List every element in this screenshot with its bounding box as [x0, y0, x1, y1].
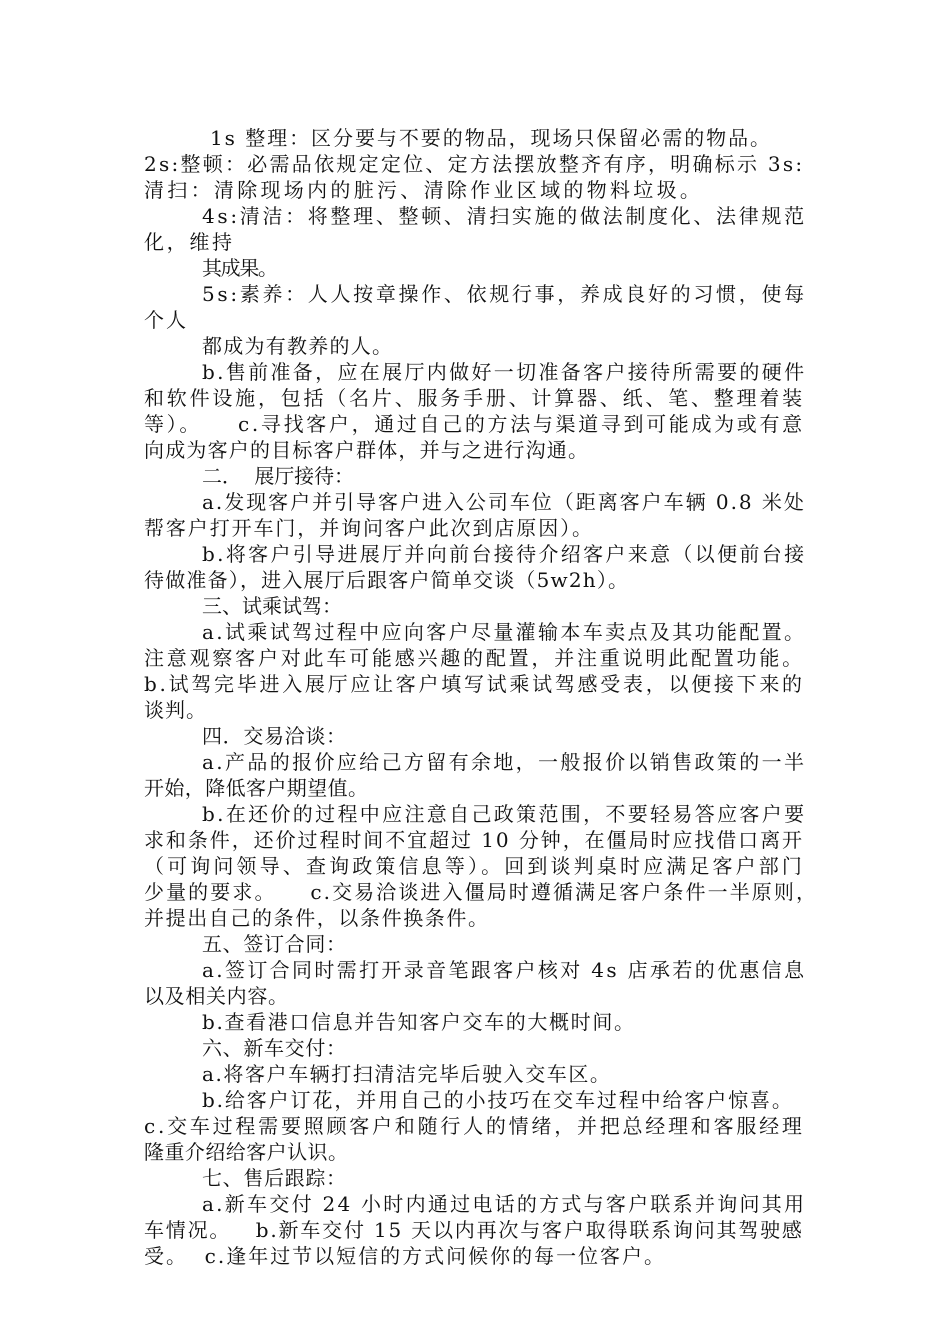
text-line: （可询问领导、查询政策信息等）。回到谈判桌时应满足客户部门: [144, 854, 806, 878]
text-line: 5s:素养：人人按章操作、依规行事，养成良好的习惯，使每: [202, 282, 807, 306]
text-line: 帮客户打开车门，并询问客户此次到店原因）。: [144, 516, 594, 540]
text-line: b.给客户订花，并用自己的小技巧在交车过程中给客户惊喜。: [202, 1088, 794, 1112]
text-line: 车情况。 b.新车交付 15 天以内再次与客户取得联系询问其驾驶感: [144, 1218, 804, 1242]
text-line: 并提出自己的条件，以条件换条件。: [144, 906, 490, 930]
text-line: 2s:整顿：必需品依规定定位、定方法摆放整齐有序，明确标示 3s:: [144, 152, 805, 176]
text-line: b.查看港口信息并告知客户交车的大概时间。: [202, 1010, 636, 1034]
text-line: 1s 整理：区分要与不要的物品，现场只保留必需的物品。: [210, 126, 772, 150]
text-line: b.在还价的过程中应注意自己政策范围，不要轻易答应客户要: [202, 802, 807, 826]
text-line: b.将客户引导进展厅并向前台接待介绍客户来意（以便前台接: [202, 542, 807, 566]
text-line: 清扫：清除现场内的脏污、清除作业区域的物料垃圾。: [144, 178, 704, 202]
text-line: 和软件设施，包括（名片、服务手册、计算器、纸、笔、整理着装: [144, 386, 805, 410]
text-line: a.产品的报价应给己方留有余地，一般报价以销售政策的一半: [202, 750, 807, 774]
text-line: a.新车交付 24 小时内通过电话的方式与客户联系并询问其用: [202, 1192, 807, 1216]
text-line: 待做准备），进入展厅后跟客户简单交谈（5w2h）。: [144, 568, 630, 592]
text-line: 四．交易洽谈：: [202, 724, 347, 748]
text-line: a.发现客户并引导客户进入公司车位（距离客户车辆 0.8 米处: [202, 490, 806, 514]
text-line: 隆重介绍给客户认识。: [144, 1140, 349, 1164]
text-line: c.交车过程需要照顾客户和随行人的情绪，并把总经理和客服经理: [144, 1114, 805, 1138]
text-line: 都成为有教养的人。: [202, 334, 394, 358]
text-line: 等）。 c.寻找客户，通过自己的方法与渠道寻到可能成为或有意: [144, 412, 805, 436]
text-line: a.将客户车辆打扫清洁完毕后驶入交车区。: [202, 1062, 612, 1086]
text-line: 个人: [144, 308, 188, 332]
text-line: 其成果。: [202, 256, 277, 280]
text-line: a.试乘试驾过程中应向客户尽量灌输本车卖点及其功能配置。: [202, 620, 807, 644]
text-line: 求和条件，还价过程时间不宜超过 10 分钟，在僵局时应找借口离开: [144, 828, 804, 852]
text-line: b.试驾完毕进入展厅应让客户填写试乘试驾感受表，以便接下来的: [144, 672, 805, 696]
text-line: 受。 c.逢年过节以短信的方式问候你的每一位客户。: [144, 1244, 667, 1268]
text-line: 化，维持: [144, 230, 235, 254]
text-line: 以及相关内容。: [144, 984, 289, 1008]
text-line: 三、试乘试驾：: [202, 594, 342, 618]
text-line: 七、售后跟踪：: [202, 1166, 347, 1190]
text-line: 二． 展厅接待：: [202, 464, 354, 488]
text-line: 向成为客户的目标客户群体，并与之进行沟通。: [144, 438, 590, 462]
text-line: 4s:清洁：将整理、整顿、清扫实施的做法制度化、法律规范: [202, 204, 807, 228]
text-line: 六、新车交付：: [202, 1036, 347, 1060]
text-line: 五、签订合同：: [202, 932, 347, 956]
text-line: 谈判。: [144, 698, 207, 722]
text-line: 注意观察客户对此车可能感兴趣的配置，并注重说明此配置功能。: [144, 646, 805, 670]
text-line: 少量的要求。 c.交易洽谈进入僵局时遵循满足客户条件一半原则，: [144, 880, 819, 904]
text-line: 开始，降低客户期望值。: [144, 776, 369, 800]
text-line: a.签订合同时需打开录音笔跟客户核对 4s 店承若的优惠信息: [202, 958, 807, 982]
text-line: b.售前准备，应在展厅内做好一切准备客户接待所需要的硬件: [202, 360, 807, 384]
